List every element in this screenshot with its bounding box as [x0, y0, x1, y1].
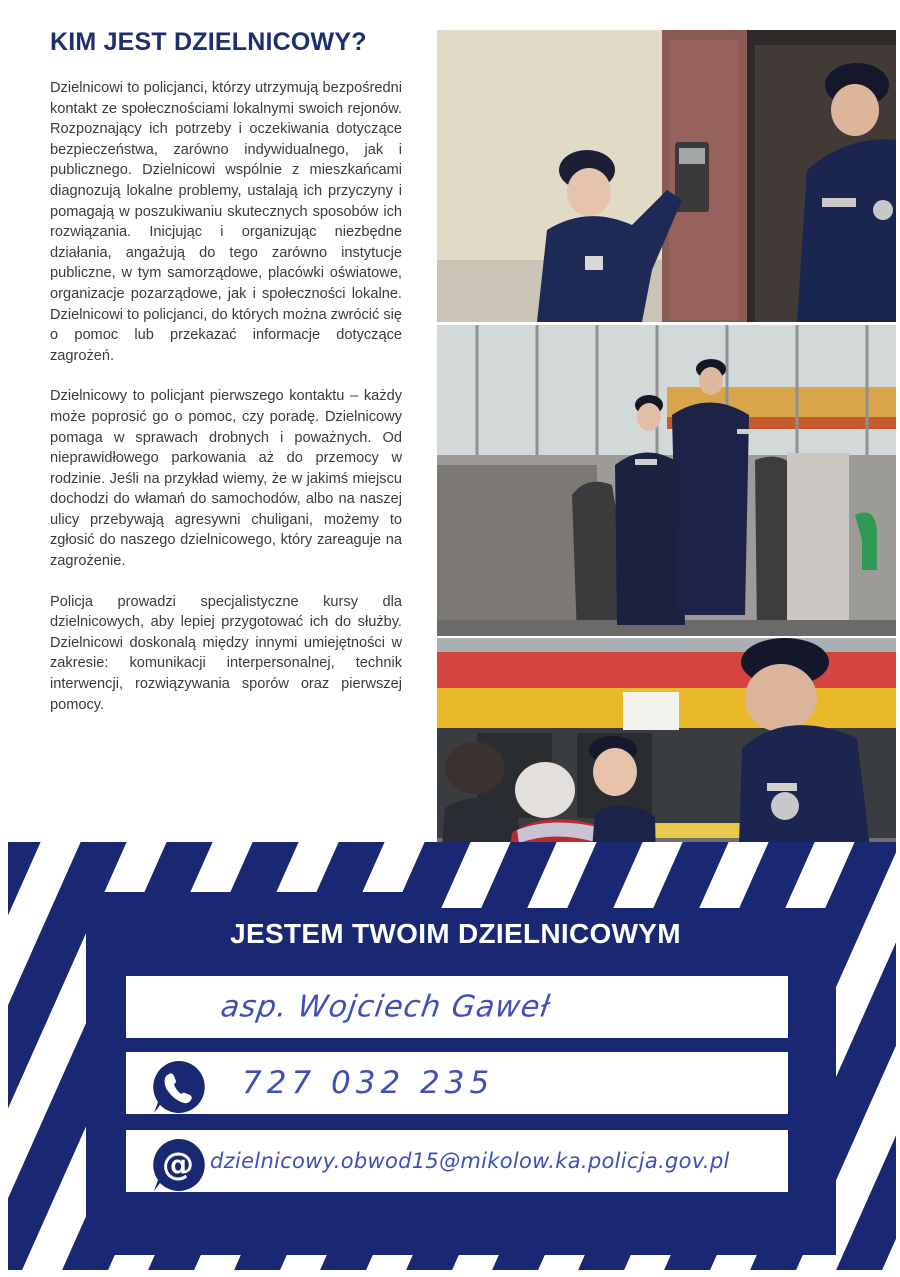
photo-police-escalator	[437, 325, 896, 636]
phone-icon	[148, 1057, 208, 1117]
paragraph-3: Policja prowadzi specjalistyczne kursy dla dzielnicowych, aby lepiej przygotować ich do służby. Dzielnicowi doskonalą między innymi umiejętności w zakresie: komunikacji interpersonalnej, technik interwencji, rozwiązywania sporów oraz pierwszej pomocy.	[50, 593, 402, 713]
email-field	[126, 1130, 788, 1192]
handwritten-phone-number: 727 032 235	[242, 1065, 495, 1101]
body-text	[50, 78, 402, 735]
photo-police-intercom	[437, 30, 896, 322]
paragraph-1: Dzielnicowi to policjanci, którzy utrzymują bezpośredni kontakt ze społecznościami lokalnymi swoich rejonów. Rozpoznający ich potrzeby i oczekiwania dotyczące bezpieczeństwa, zarówno indywidualnego, jak i publicznego. Dzielnicowi wspólnie z mieszkańcami diagnozują lokalne problemy, ustalają ich przyczyny i pomagają w poszukiwaniu skutecznych sposobów ich rozwiązania. Inicjując i organizując niezbędne działania, angażują do tego zarówno instytucje publiczne, w tym samorządowe, placówki oświatowe, organizacje pozarządowe, jak i społeczności lokalne. Dzielnicowi to policjanci, do których można zwrócić się o pomoc lub przekazać informacje dotyczące zagrożeń.	[50, 80, 403, 364]
card-title: JESTEM TWOIM DZIELNICOWYM	[230, 918, 681, 949]
handwritten-officer-name: asp. Wojciech Gaweł	[218, 989, 553, 1025]
section-heading: KIM JEST DZIELNICOWY?	[50, 28, 367, 56]
paragraph-2: Dzielnicowy to policjant pierwszego kontaktu – każdy może poprosić go o pomoc, czy poradę. Dzielnicowy pomaga w sprawach drobnych i poważnych. Od nieprawidłowego parkowania aż do przemocy w rodzinie. Jeśli na przykład wiemy, że w jakimś miejscu dochodzi do włamań do samochodów, albo na naszej ulicy przebywają agresywni chuligani, możemy to zgłosić do naszego dzielnicowego, który zareaguje na zagrożenie.	[50, 388, 402, 570]
svg-text:@: @	[162, 1145, 194, 1183]
handwritten-email: dzielnicowy.obwod15@mikolow.ka.policja.gov.pl	[210, 1149, 730, 1173]
phone-field	[126, 1052, 788, 1114]
name-field	[126, 976, 788, 1038]
at-sign-icon	[148, 1135, 208, 1195]
